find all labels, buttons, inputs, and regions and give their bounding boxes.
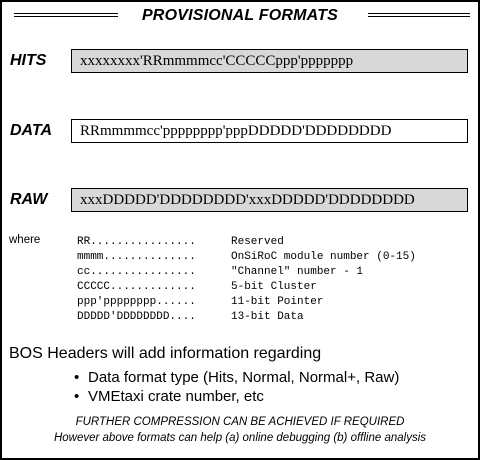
legend-key: cc................ [77,266,196,278]
title-rule-right [368,13,470,17]
format-box-raw: xxxDDDDD'DDDDDDDD'xxxDDDDD'DDDDDDDD [71,188,468,212]
format-label-hits: HITS [10,52,47,69]
footer-compression-note: FURTHER COMPRESSION CAN BE ACHIEVED IF REQUIRED [75,416,405,428]
legend-row [77,235,457,250]
legend-key: mmmm.............. [77,251,196,263]
legend-key: CCCCC............. [77,281,196,293]
legend-value: OnSiRoC module number (0-15) [231,251,416,263]
legend-value: 13-bit Data [231,311,304,323]
slide-title: PROVISIONAL FORMATS [141,7,339,24]
bos-bullet-list [74,368,399,406]
legend-row [77,265,457,280]
bullet-text: Data format type (Hits, Normal, Normal+, Raw) [88,369,400,386]
bullet-text: VMEtaxi crate number, etc [88,388,264,405]
format-box-hits: xxxxxxxx'RRmmmmcc'CCCCCppp'ppppppp [71,49,468,73]
bullet-item [74,387,399,406]
bullet-item [74,368,399,387]
legend-key: ppp'pppppppp...... [77,296,196,308]
legend-value: Reserved [231,236,284,248]
format-label-raw: RAW [10,191,48,208]
bullet-icon: • [74,369,80,386]
legend-key: RR................ [77,236,196,248]
bullet-icon: • [74,388,80,405]
legend-row [77,250,457,265]
legend-row [77,295,457,310]
legend-row [77,310,457,325]
bos-headers-title: BOS Headers will add information regarding [9,345,322,362]
legend-table [77,235,457,325]
title-row [8,7,472,29]
legend-value: 11-bit Pointer [231,296,324,308]
footer-debugging-note: However above formats can help (a) online debugging (b) offline analysis [53,432,427,444]
legend-value: "Channel" number - 1 [231,266,364,278]
format-box-data: RRmmmmcc'pppppppp'pppDDDDD'DDDDDDDD [71,119,468,143]
legend-row [77,280,457,295]
legend-value: 5-bit Cluster [231,281,317,293]
format-label-data: DATA [10,122,53,139]
where-label: where [9,234,41,246]
legend-key: DDDDD'DDDDDDDD.... [77,311,196,323]
